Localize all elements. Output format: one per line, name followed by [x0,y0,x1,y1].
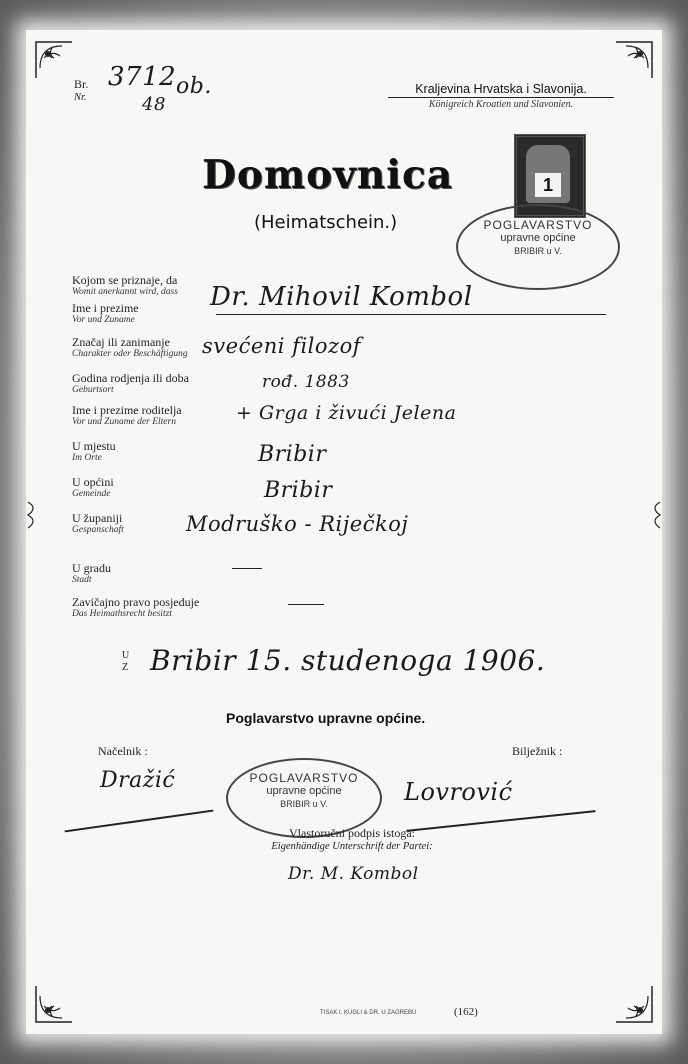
notary-label: Bilježnik : [512,744,563,758]
own-signature-label [242,826,462,852]
printer-note: TISAK I. KUGLI & DR. U ZAGREBU [320,1010,417,1016]
own-signature-label-de: Eigenhändige Unterschrift der Partei: [271,841,433,852]
country-heading [388,82,614,110]
field-label-place: U mjestu Im Orte [72,439,116,463]
edge-ornament-right [648,500,662,530]
number-label-de: Nr. [74,92,87,103]
document-title: Domovnica [202,152,453,198]
field-label-city: U gradu Stadt [72,561,111,585]
rule-line [232,568,262,569]
field-value-name: Dr. Mihovil Kombol [210,282,473,312]
place-date-value: Bribir 15. studenoga 1906. [150,644,546,677]
stamp-bottom-line1: POGLAVARSTVO [249,771,359,785]
revenue-stamp-value: 1 [535,173,561,197]
country-hr: Kraljevina Hrvatska i Slavonija. [415,82,587,96]
official-stamp-top [456,204,620,290]
field-value-parents: + Grga i živući Jelena [236,402,457,424]
field-value-county: Modruško - Riječkoj [186,512,409,536]
rule-line [288,604,324,605]
rule-line [216,314,606,315]
field-label-municipality: U općini Gemeinde [72,475,114,499]
place-date-prefix: U Z [122,650,130,673]
corner-ornament-bottom-right [612,982,656,1026]
field-value-birth: rođ. 1883 [262,372,350,392]
mayor-signature: Dražić [100,768,176,793]
registry-suffix: ob. [176,74,212,99]
authority-heading: Poglavarstvo upravne općine. [226,710,426,726]
document-subtitle: (Heimatschein.) [254,212,398,233]
field-label-county: U županiji Gespanschaft [72,511,124,535]
edge-ornament-left [26,500,40,530]
field-label-parents: Ime i prezime roditelja Vor und Zuname der Eltern [72,403,182,427]
stamp-top-line2: upravne općine [500,232,576,244]
number-label [74,78,88,104]
field-value-municipality: Bribir [264,478,333,503]
corner-ornament-top-right [612,38,656,82]
mayor-label: Načelnik : [98,744,148,758]
country-de: Königreich Kroatien und Slavonien. [428,99,574,110]
notary-signature: Lovrović [404,778,513,806]
stamp-bottom-line3: BRIBIR u V. [280,799,328,809]
field-value-place: Bribir [258,442,327,467]
registry-subnumber: 48 [142,94,166,115]
stamp-top-line3: BRIBIR u V. [514,246,562,256]
field-label-recognition: Kojom se priznaje, da Womit anerkannt wird, dass [72,273,178,297]
number-label-hr: Br. [74,77,89,91]
form-number: (162) [454,1006,478,1018]
field-label-name: Ime i prezime Vor und Zuname [72,301,139,325]
field-label-occupation: Značaj ili zanimanje Charakter oder Beschäftigung [72,335,188,359]
document-sheet [26,30,662,1034]
corner-ornament-top-left [32,38,76,82]
stamp-top-line1: POGLAVARSTVO [483,218,593,232]
mayor-signature-stroke [65,810,214,833]
corner-ornament-bottom-left [32,982,76,1026]
registry-number: 3712 [108,62,177,92]
field-label-birth: Godina rodjenja ili doba Geburtsort [72,371,189,395]
stamp-bottom-line2: upravne općine [266,785,342,797]
own-signature: Dr. M. Kombol [288,864,419,884]
field-value-occupation: svećeni filozof [202,334,362,358]
field-label-domicile: Zavičajno pravo posjeduje Das Heimathsrecht besitzt [72,595,200,619]
own-signature-label-hr: Vlastoručni podpis istoga: [289,826,415,840]
